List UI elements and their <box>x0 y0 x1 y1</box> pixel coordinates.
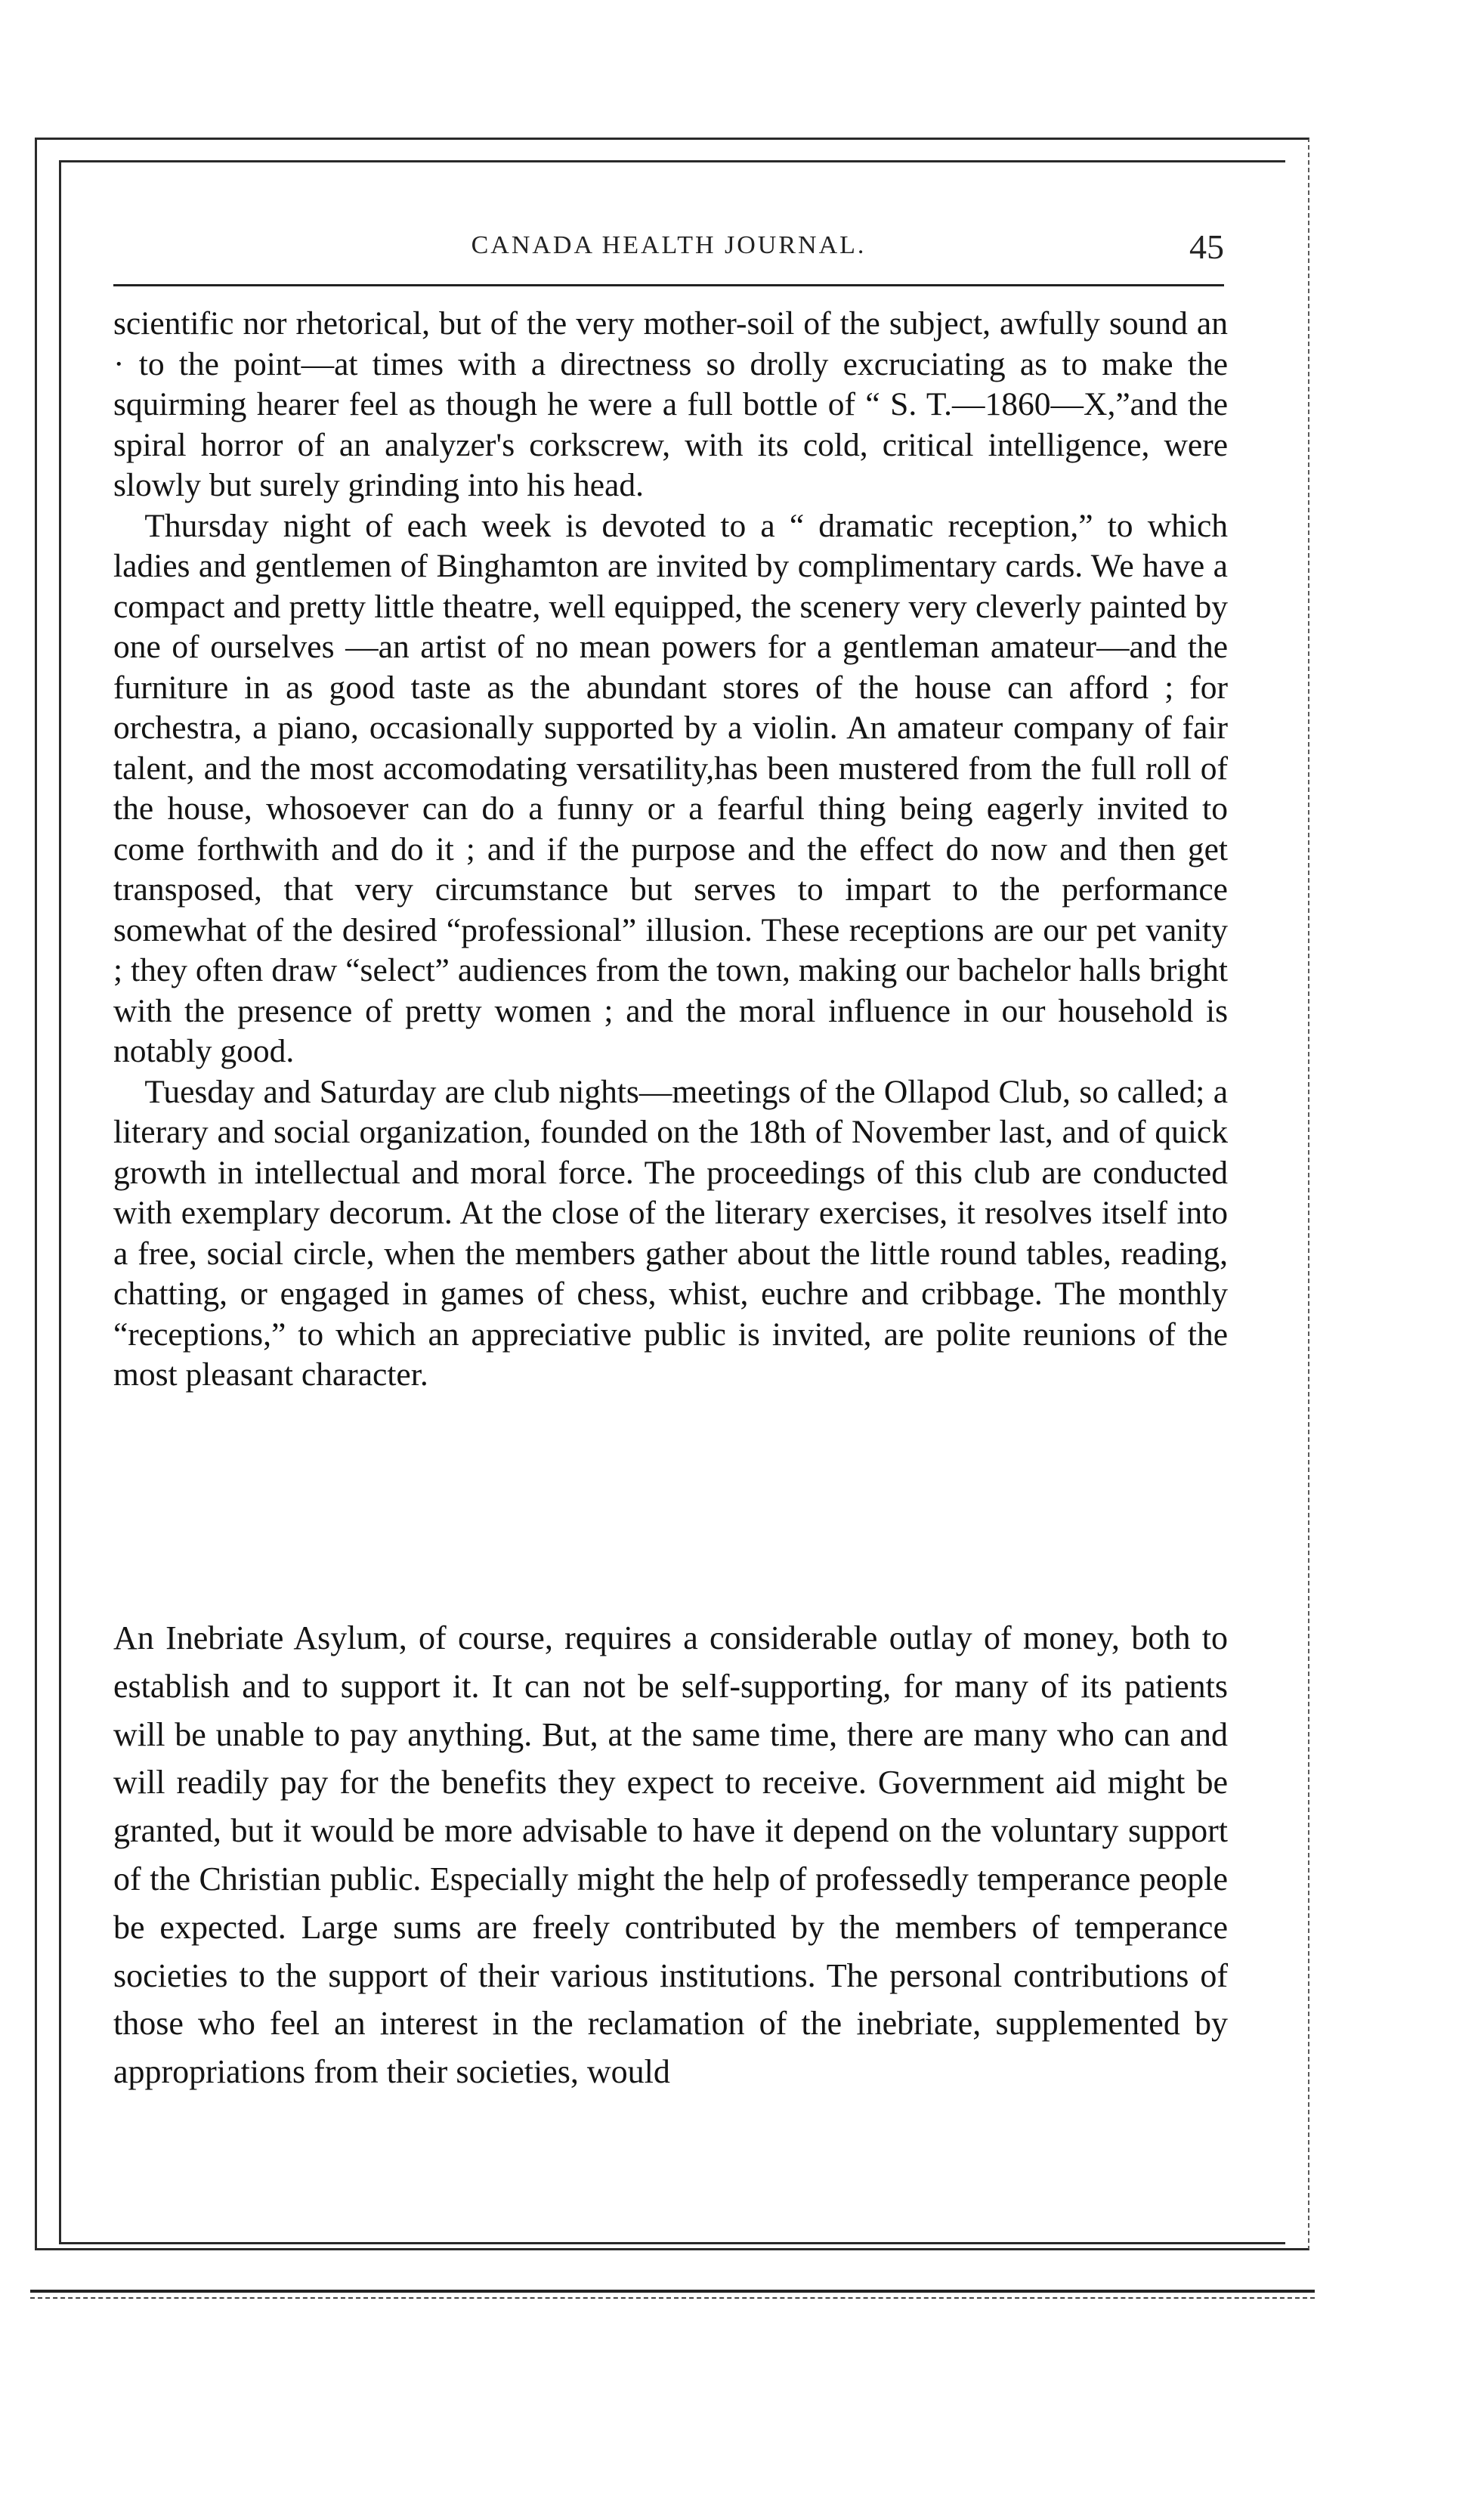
article-text-small <box>113 304 1228 1396</box>
paragraph-inebriate-asylum: An Inebriate Asylum, of course, requires a considerable outlay of money, both to establish and to support it. It can not be self-supporting, for many of its patients will be unable to pay anything. But, at the same time, there are many who can and will readily pay for the benefits they expect to receive. Government aid might be granted, but it would be more advisable to have it depend on the voluntary support of the Christian public. Especially might the help of professedly temperance people be expected. Large sums are freely contributed by the members of temperance societies to the support of their various institutions. The personal contributions of those who feel an interest in the reclamation of the inebriate, supplemented by appropriations from their societies, would <box>113 1619 1228 2091</box>
article-text-large <box>113 1614 1228 2096</box>
page-header <box>113 227 1224 275</box>
footer-rule <box>30 2290 1315 2293</box>
page-number: 45 <box>1189 227 1224 266</box>
header-rule <box>113 284 1224 286</box>
paragraph-continuation: scientific nor rhetorical, but of the very mother-soil of the subject, awfully sound an · to the point—at times with a directness so drolly excruciating as to make the squirming hearer feel as though he were a full bottle of “ S. T.—1860—X,”and the spiral horror of an analyzer's corkscrew, with its cold, critical intelligence, were slowly but surely grinding into his head. <box>113 305 1228 503</box>
footer-rule-dashed <box>30 2297 1315 2299</box>
paragraph-dramatic-reception: Thursday night of each week is devoted to a “ dramatic reception,” to which ladies and gentlemen of Binghamton are invited by complimentary cards. We have a compact and pretty little theatre, well equipped, the scenery very cleverly painted by one of ourselves —an artist of no mean powers for a gentleman amateur—and the furniture in as good taste as the abundant stores of the house can afford ; for orchestra, a piano, occasionally supported by a violin. An amateur company of fair talent, and the most accomodating versatility,has been mustered from the full roll of the house, whosoever can do a funny or a fearful thing being eagerly invited to come forthwith and do it ; and if the purpose and the effect do now and then get transposed, that very circumstance but serves to impart to the performance somewhat of the desired “professional” illusion. These receptions are our pet vanity ; they often draw “select” audiences from the town, making our bachelor halls bright with the presence of pretty women ; and the moral influence in our household is notably good. <box>113 507 1228 1069</box>
paragraph-club-nights: Tuesday and Saturday are club nights—meetings of the Ollapod Club, so called; a literary and social organization, founded on the 18th of November last, and of quick growth in intellectual and moral force. The proceedings of this club are conducted with exemplary decorum. At the close of the literary exercises, it resolves itself into a free, social circle, when the members gather about the little round tables, reading, chatting, or engaged in games of chess, whist, euchre and cribbage. The monthly “receptions,” to which an appreciative public is invited, are polite reunions of the most pleasant character. <box>113 1073 1228 1393</box>
running-title: CANADA HEALTH JOURNAL. <box>471 231 867 259</box>
